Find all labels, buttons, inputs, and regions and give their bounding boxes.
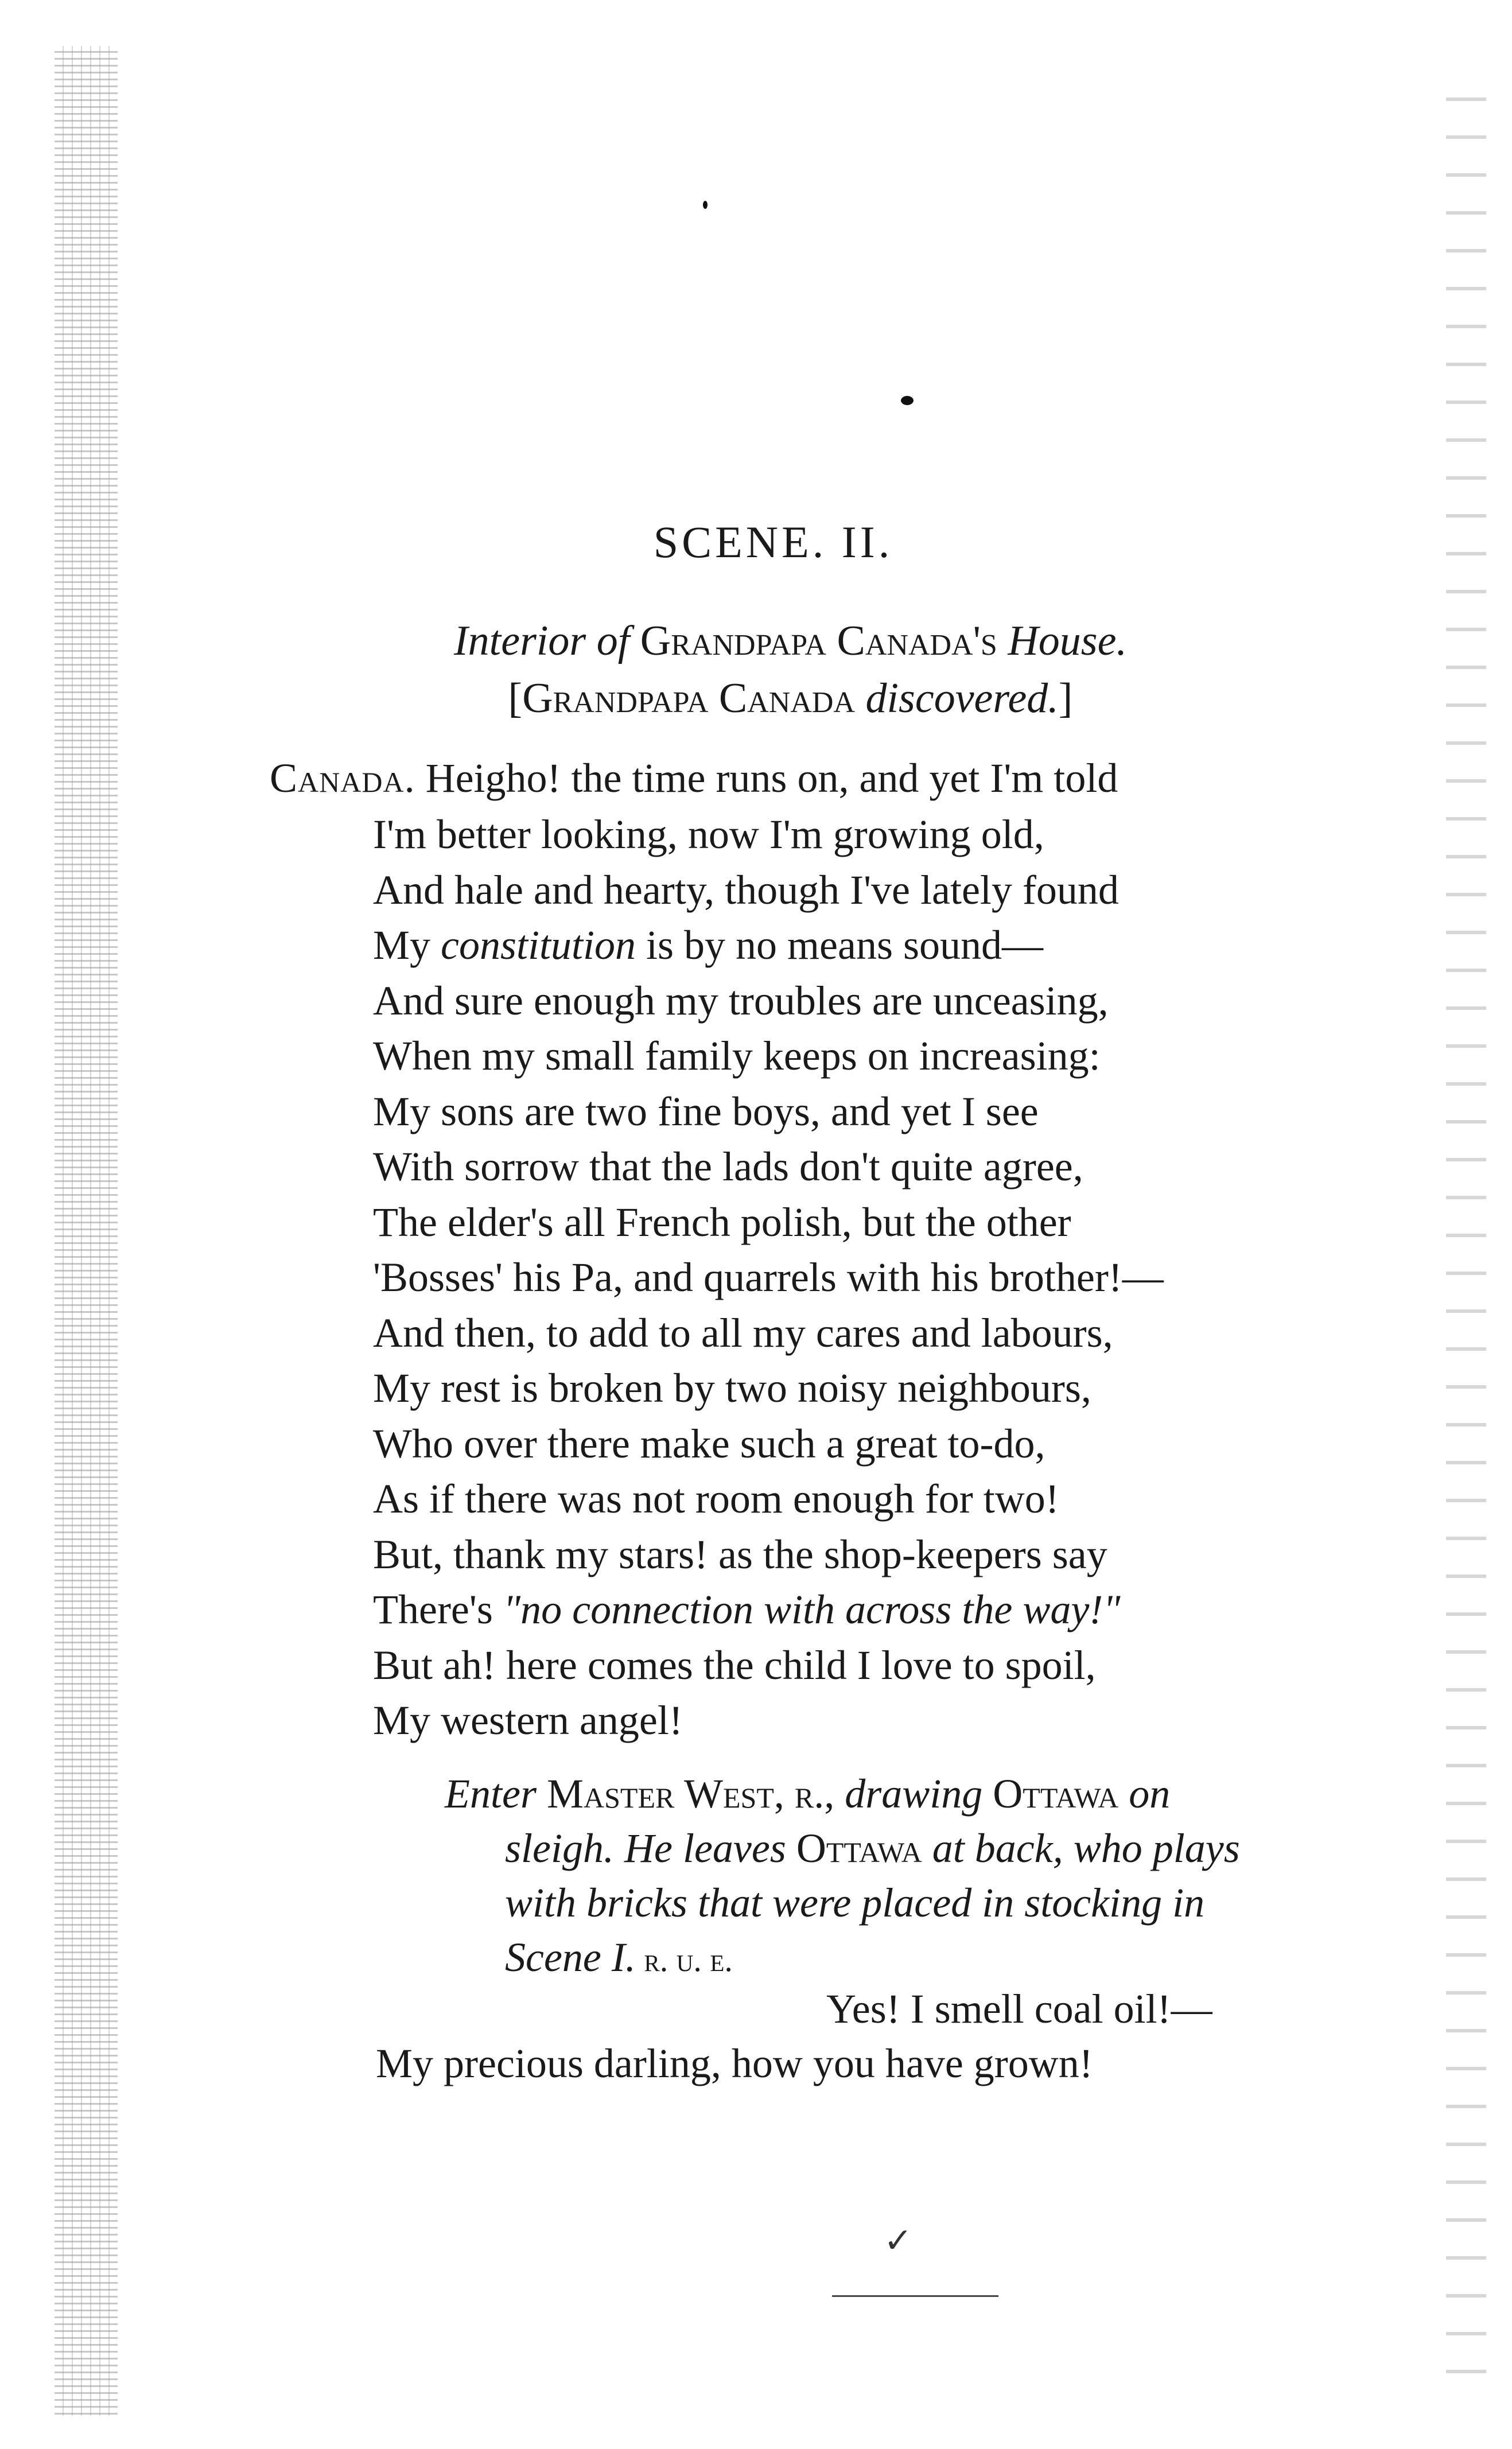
verse-text: And then, to add to all my cares and labours, <box>373 1309 1113 1356</box>
verse-text: 'Bosses' his Pa, and quarrels with his brother!— <box>373 1254 1164 1300</box>
verse-line <box>373 977 1109 1024</box>
stage-direction-discovered <box>0 674 1512 723</box>
verse-line <box>373 1309 1113 1356</box>
discovered-word: discovered. <box>855 675 1059 722</box>
verse-line <box>373 1367 1091 1409</box>
drawing-word: drawing <box>834 1771 993 1817</box>
verse-text: And sure enough my troubles are unceasing, <box>373 977 1109 1024</box>
entrance-direction-line-1 <box>445 1770 1170 1818</box>
entrance-direction-line-4 <box>505 1934 733 1981</box>
verse-text: When my small family keeps on increasing: <box>373 1033 1101 1079</box>
discovered-character: Grandpapa Canada <box>522 675 855 722</box>
speaker-name: Canada. <box>270 755 415 801</box>
stage-setting-character: Grandpapa Canada's <box>640 617 997 664</box>
verse-line <box>373 1088 1039 1134</box>
scan-binding-edge-left <box>55 46 118 2416</box>
verse-text: The elder's all French polish, but the other <box>373 1199 1071 1245</box>
verse-line <box>373 1531 1107 1577</box>
plays-text: at back, who plays <box>922 1825 1240 1871</box>
verse-line <box>373 924 1043 966</box>
scene-ref: Scene I. <box>505 1934 636 1980</box>
verse-text: But, thank my stars! as the shop-keepers say <box>373 1531 1107 1577</box>
verse-line <box>373 1697 683 1743</box>
stage-direction-setting <box>0 617 1512 666</box>
verse-text: My <box>373 922 441 968</box>
bracket-open: [ <box>508 675 523 722</box>
verse-text: is by no means sound— <box>636 922 1044 968</box>
verse-text: I'm better looking, now I'm growing old, <box>373 811 1044 857</box>
verse-line <box>373 811 1044 857</box>
verse-line <box>373 1033 1101 1079</box>
verse-text: My sons are two fine boys, and yet I see <box>373 1088 1039 1134</box>
scan-binding-edge-right <box>1446 63 1486 2404</box>
scene-title: SCENE. II. <box>653 517 893 567</box>
entrance-direction-line-3: with bricks that were placed in stocking in <box>505 1880 1205 1926</box>
verse-text: Who over there make such a great to-do, <box>373 1420 1045 1467</box>
verse-text: And hale and hearty, though I've lately found <box>373 866 1119 913</box>
verse-line <box>373 1420 1045 1467</box>
verse-text: My rest is broken by two noisy neighbours, <box>373 1365 1091 1411</box>
master-west: Master West, <box>546 1771 784 1817</box>
ink-speck <box>703 201 708 209</box>
speech-first-line-text: Heigho! the time runs on, and yet I'm told <box>415 755 1118 801</box>
sleigh-text: sleigh. He leaves <box>505 1825 796 1871</box>
verse-line <box>373 1642 1096 1688</box>
verse-line <box>373 866 1119 913</box>
speech-first-line <box>270 757 1118 799</box>
verse-line <box>373 1199 1071 1245</box>
on-word: on <box>1118 1771 1171 1817</box>
verse-italic: constitution <box>441 922 636 968</box>
footer-rule <box>832 2295 998 2297</box>
pencil-mark: ✓ <box>884 2222 913 2260</box>
verse-line <box>373 1146 1083 1187</box>
stage-setting-suffix: House. <box>997 617 1127 664</box>
continuation-line-2: My precious darling, how you have grown! <box>376 2040 1093 2086</box>
verse-italic: "no connection with across the way!" <box>503 1587 1121 1632</box>
ink-blot <box>901 396 914 405</box>
verse-line <box>373 1589 1121 1630</box>
verse-line <box>373 1476 1059 1522</box>
continuation-line-1: Yes! I smell coal oil!— <box>826 1986 1212 2032</box>
verse-line <box>373 1254 1164 1300</box>
verse-text: There's <box>373 1587 503 1632</box>
ottawa-2: Ottawa <box>796 1825 922 1871</box>
bracket-close: ] <box>1058 675 1073 722</box>
ottawa-1: Ottawa <box>993 1771 1119 1817</box>
stage-right: r., <box>784 1771 835 1817</box>
verse-text: But ah! here comes the child I love to spoil, <box>373 1642 1096 1688</box>
verse-text: With sorrow that the lads don't quite agree, <box>373 1144 1083 1189</box>
stage-setting-prefix: Interior of <box>454 617 640 664</box>
verse-text: As if there was not room enough for two! <box>373 1476 1059 1522</box>
enter-word: Enter <box>445 1771 547 1817</box>
stage-position: r. u. e. <box>635 1941 733 1978</box>
entrance-direction-line-2 <box>505 1825 1240 1872</box>
verse-text: My western angel! <box>373 1697 683 1743</box>
